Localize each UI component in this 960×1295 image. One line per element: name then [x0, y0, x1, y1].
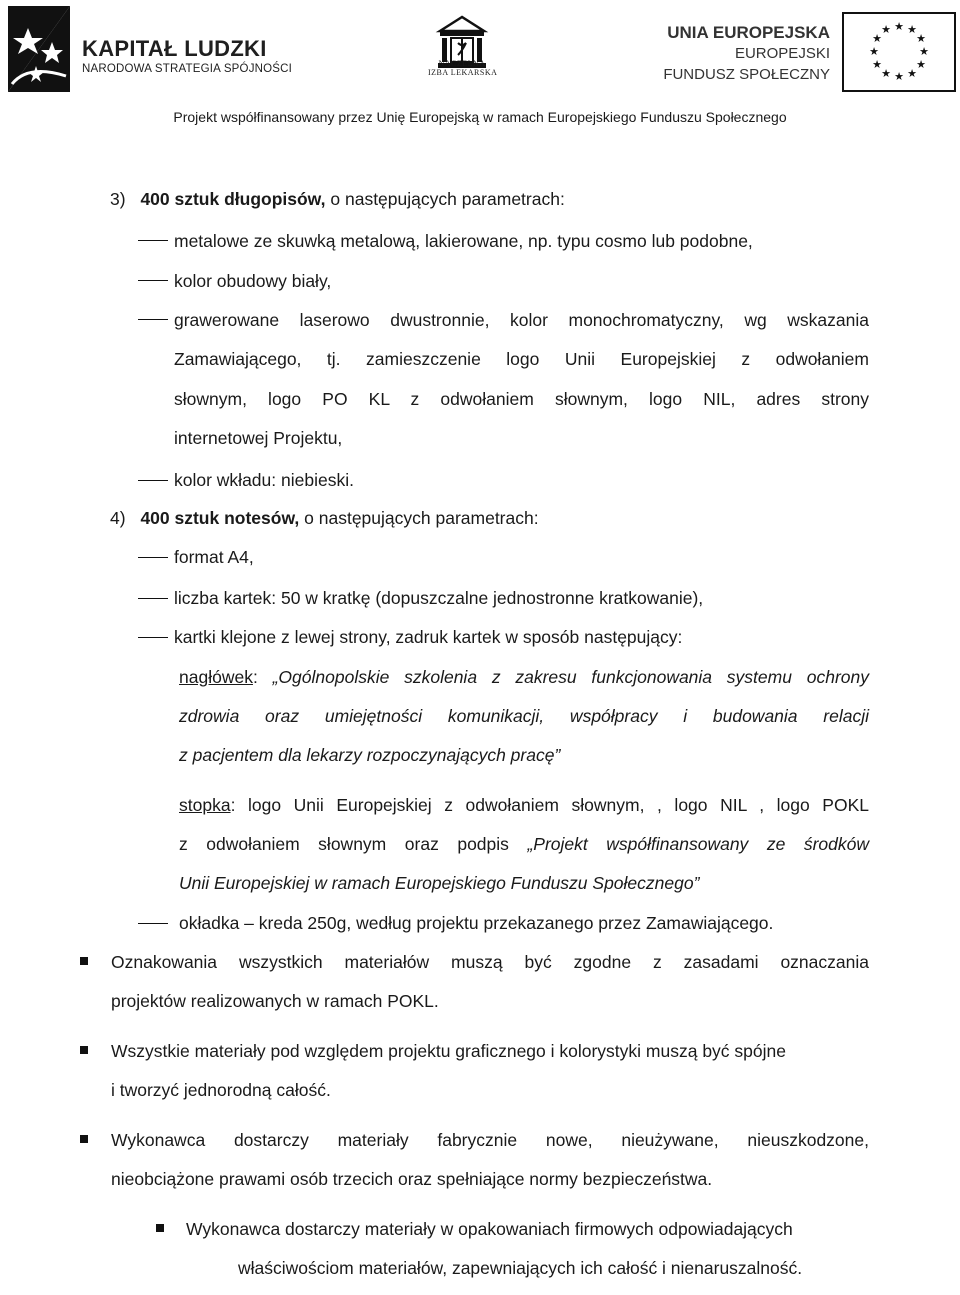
kapital-ludzki-subtitle: NARODOWA STRATEGIA SPÓJNOŚCI — [82, 63, 293, 75]
svg-text:★: ★ — [894, 70, 904, 83]
section-3-heading — [110, 188, 565, 210]
svg-text:★: ★ — [872, 32, 882, 45]
notebook-footer-print-line-1 — [179, 794, 869, 816]
bullet-1-line-1: Oznakowania wszystkich materiałów muszą być zgodne z zasadami oznaczania — [111, 952, 869, 972]
notebook-footer-print-line-3: Unii Europejskiej w ramach Europejskiego Funduszu Społecznego” — [179, 873, 700, 893]
section-4-bold: 400 sztuk notesów, — [140, 508, 300, 528]
project-cofinancing-note: Projekt współfinansowany przez Unię Europejską w ramach Europejskiego Funduszu Społecznego — [173, 109, 787, 125]
notebook-item-binding: kartki klejone z lewej strony, zadruk kartek w sposób następujący: — [174, 627, 683, 647]
pen-item-engraving-line-1: grawerowane laserowo dwustronnie, kolor monochromatyczny, wg wskazania — [174, 310, 869, 330]
eu-flag-logo — [842, 12, 956, 92]
dash-marker — [138, 557, 168, 558]
svg-text:★: ★ — [907, 67, 917, 80]
bullet-2-line-1: Wszystkie materiały pod względem projektu graficznego i kolorystyki muszą być spójne — [111, 1041, 786, 1061]
header-print-text-1: „Ogólnopolskie szkolenia z zakresu funkcjonowania systemu ochrony — [272, 667, 869, 687]
pen-item-engraving-line-2: Zamawiającego, tj. zamieszczenie logo Unii Europejskiej z odwołaniem — [174, 349, 869, 369]
bullet-4-line-1: Wykonawca dostarczy materiały w opakowaniach firmowych odpowiadających — [186, 1219, 793, 1239]
square-bullet-icon — [156, 1224, 164, 1232]
section-3-number: 3) — [110, 189, 126, 209]
notebook-header-print-line-3: z pacjentem dla lekarzy rozpoczynających pracę” — [179, 745, 561, 765]
square-bullet-icon — [80, 957, 88, 965]
pen-item-engraving-line-4: internetowej Projektu, — [174, 428, 343, 448]
notebook-item-format: format A4, — [174, 547, 254, 567]
dash-marker — [138, 923, 168, 924]
footer-print-label: stopka — [179, 795, 231, 815]
kapital-ludzki-title: KAPITAŁ LUDZKI — [82, 36, 267, 61]
svg-text:★: ★ — [881, 23, 891, 36]
unia-europejska-text — [650, 22, 830, 85]
square-bullet-icon — [80, 1046, 88, 1054]
notebook-item-pages: liczba kartek: 50 w kratkę (dopuszczalne jednostronne kratkowanie), — [174, 588, 704, 608]
dash-marker — [138, 598, 168, 599]
ue-line-1: UNIA EUROPEJSKA — [667, 23, 830, 42]
ue-line-3: FUNDUSZ SPOŁECZNY — [663, 66, 830, 83]
notebook-item-cover: okładka – kreda 250g, według projektu przekazanego przez Zamawiającego. — [179, 913, 774, 933]
svg-text:★: ★ — [907, 23, 917, 36]
svg-text:★: ★ — [916, 58, 926, 71]
notebook-header-print-line-1 — [179, 666, 869, 688]
dash-marker — [138, 280, 168, 281]
section-4-rest: o następujących parametrach: — [299, 508, 539, 528]
svg-text:★: ★ — [919, 45, 929, 58]
dash-marker — [138, 480, 168, 481]
bullet-4-line-2: właściwościom materiałów, zapewniających ich całość i nienaruszalność. — [238, 1258, 803, 1278]
footer-print-text-2-italic: „Projekt współfinansowany ze środków — [527, 834, 869, 854]
pen-item-ink: kolor wkładu: niebieski. — [174, 470, 354, 490]
ue-line-2: EUROPEJSKI — [734, 45, 830, 62]
section-3-rest: o następujących parametrach: — [325, 189, 565, 209]
header-print-label: nagłówek — [179, 667, 253, 687]
naczelna-izba-lekarska-text — [428, 59, 496, 77]
svg-text:★: ★ — [869, 45, 879, 58]
header-print-separator: : — [252, 667, 273, 687]
section-3-bold: 400 sztuk długopisów, — [140, 189, 326, 209]
dash-marker — [138, 319, 168, 320]
square-bullet-icon — [80, 1135, 88, 1143]
nil-line-1: NACZELNA — [438, 59, 486, 68]
svg-text:★: ★ — [894, 20, 904, 33]
bullet-3-line-2: nieobciążone prawami osób trzecich oraz spełniające normy bezpieczeństwa. — [111, 1169, 713, 1189]
nil-line-2: IZBA LEKARSKA — [428, 68, 498, 77]
footer-print-text-1: : logo Unii Europejskiej z odwołaniem słownym, , logo NIL , logo POKL — [230, 795, 869, 815]
svg-text:★: ★ — [872, 58, 882, 71]
dash-marker — [138, 637, 168, 638]
notebook-footer-print-line-2 — [179, 833, 869, 855]
section-4-heading — [110, 507, 539, 529]
footer-print-text-2-plain: z odwołaniem słownym oraz podpis — [179, 834, 528, 854]
pen-item-metal: metalowe ze skuwką metalową, lakierowane, np. typu cosmo lub podobne, — [174, 231, 753, 251]
bullet-3-line-1: Wykonawca dostarczy materiały fabrycznie nowe, nieużywane, nieuszkodzone, — [111, 1130, 869, 1150]
bullet-1-line-2: projektów realizowanych w ramach POKL. — [111, 991, 439, 1011]
dash-marker — [138, 240, 168, 241]
svg-text:★: ★ — [881, 67, 891, 80]
pen-item-color: kolor obudowy biały, — [174, 271, 332, 291]
section-4-number: 4) — [110, 508, 126, 528]
bullet-2-line-2: i tworzyć jednorodną całość. — [111, 1080, 331, 1100]
kapital-ludzki-logo — [8, 6, 70, 92]
svg-text:★: ★ — [916, 32, 926, 45]
notebook-header-print-line-2: zdrowia oraz umiejętności komunikacji, współpracy i budowania relacji — [179, 706, 869, 726]
pen-item-engraving-line-3: słownym, logo PO KL z odwołaniem słownym, logo NIL, adres strony — [174, 389, 869, 409]
